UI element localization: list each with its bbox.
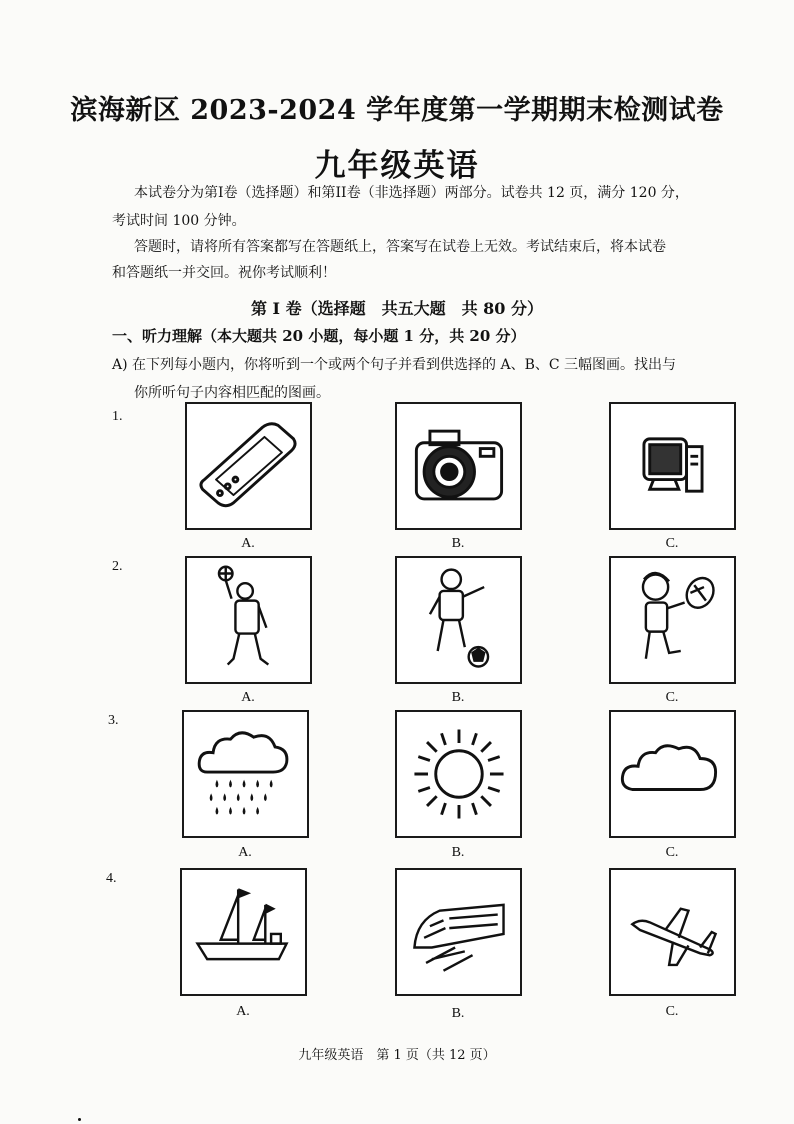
intro-line: 考试时间 100 分钟。 (112, 213, 246, 229)
exam-title: 滨海新区 2023-2024 学年度第一学期期末检测试卷 (70, 95, 724, 126)
airplane-icon (611, 870, 734, 994)
option-label: A. (238, 845, 252, 860)
section-title: 第 I 卷（选择题 共五大题 共 80 分） (250, 299, 544, 318)
part-instruction: A) 在下列每小题内，你将听到一个或两个句子并看到供选择的 A、B、C 三幅图画。找出与 (112, 357, 677, 373)
intro-line: 答题时，请将所有答案都写在答题纸上，答案写在试卷上无效。考试结束后，将本试卷 (134, 239, 666, 255)
computer-icon (611, 404, 734, 528)
question-number: 1. (112, 409, 123, 424)
question-number: 2. (112, 559, 123, 574)
option-image-box[interactable] (395, 556, 522, 684)
rain-cloud-icon (184, 712, 307, 836)
option-label: A. (236, 1004, 250, 1019)
part-heading: 一、听力理解（本大题共 20 小题，每小题 1 分，共 20 分） (112, 327, 526, 345)
option-image-box[interactable] (609, 556, 736, 684)
option-label: B. (451, 845, 465, 860)
option-label: A. (241, 536, 255, 551)
page-footer: 九年级英语 第 1 页（共 12 页） (298, 1048, 496, 1063)
option-image-box[interactable] (609, 710, 736, 838)
part-instruction: 你所听句子内容相匹配的图画。 (134, 385, 330, 401)
option-label: C. (665, 1004, 679, 1019)
option-label: C. (665, 536, 679, 551)
option-image-box[interactable] (182, 710, 309, 838)
exam-subject: 九年级英语 (314, 148, 480, 184)
option-label: B. (451, 536, 465, 551)
camera-icon (397, 404, 520, 528)
intro-line: 本试卷分为第I卷（选择题）和第II卷（非选择题）两部分。试卷共 12 页，满分 120 分， (134, 185, 689, 201)
cloud-icon (611, 712, 734, 836)
basketball-player-icon (187, 558, 310, 682)
option-label: C. (665, 845, 679, 860)
tennis-player-icon (611, 558, 734, 682)
option-image-box[interactable] (395, 710, 522, 838)
scan-mark (78, 1118, 81, 1121)
train-icon (397, 870, 520, 994)
option-image-box[interactable] (609, 868, 736, 996)
option-label: A. (241, 690, 255, 705)
soccer-player-icon (397, 558, 520, 682)
intro-line: 和答题纸一并交回。祝你考试顺利！ (112, 265, 336, 281)
mobile-phone-icon (187, 404, 310, 528)
option-image-box[interactable] (185, 556, 312, 684)
sun-icon (397, 712, 520, 836)
ship-icon (182, 870, 305, 994)
question-number: 3. (108, 713, 119, 728)
option-label: C. (665, 690, 679, 705)
option-label: B. (451, 690, 465, 705)
option-image-box[interactable] (395, 868, 522, 996)
question-number: 4. (106, 871, 117, 886)
option-image-box[interactable] (395, 402, 522, 530)
option-label: B. (451, 1006, 465, 1021)
option-image-box[interactable] (185, 402, 312, 530)
option-image-box[interactable] (609, 402, 736, 530)
option-image-box[interactable] (180, 868, 307, 996)
